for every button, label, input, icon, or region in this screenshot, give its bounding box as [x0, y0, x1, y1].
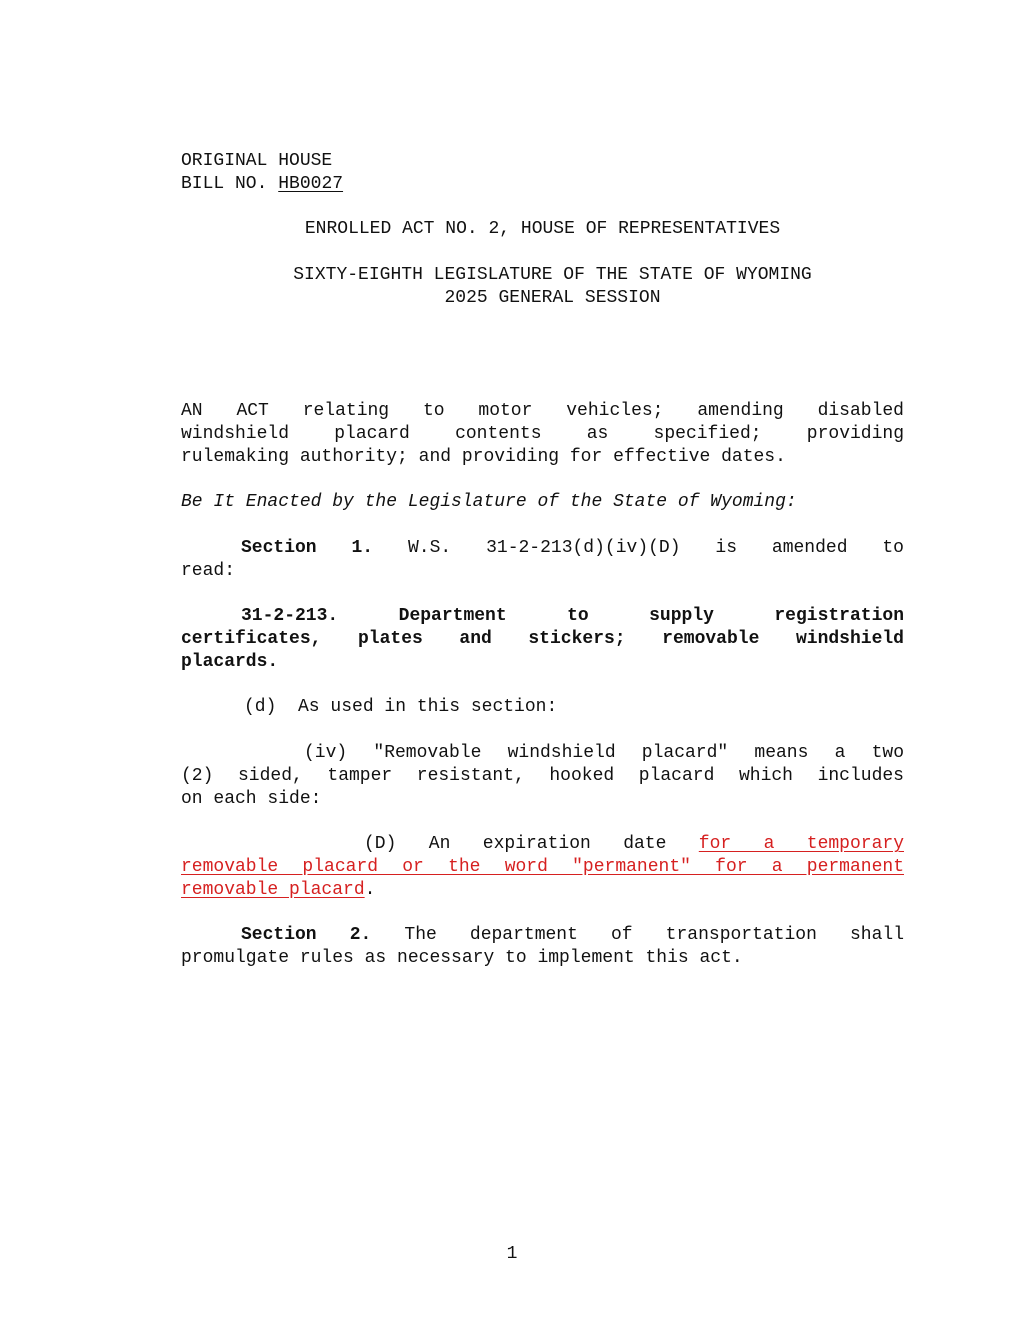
section-1-line-1: [181, 537, 904, 560]
legislature-block: [191, 264, 914, 310]
section-2-line-2: promulgate rules as necessary to implement this act.: [181, 948, 743, 968]
section-1: [181, 537, 904, 583]
statute-heading-line-3: placards.: [181, 652, 279, 672]
paragraph-iv: [181, 742, 904, 811]
act-title-line-2: windshield placard contents as specified; providing: [181, 424, 904, 444]
enrolled-act-line: [181, 218, 904, 241]
section-1-line-2: read:: [181, 561, 236, 581]
page-number: 1: [506, 1244, 518, 1264]
added-text-2: removable placard or the word "permanent" for a permanent: [181, 857, 904, 877]
legislature-text: SIXTY-EIGHTH LEGISLATURE OF THE STATE OF WYOMING: [293, 265, 812, 285]
bill-label: BILL NO.: [181, 174, 268, 194]
enacting-clause-text: Be It Enacted by the Legislature of the State of Wyoming:: [181, 492, 797, 512]
section-1-text: W.S. 31-2-213(d)(iv)(D) is amended to: [408, 538, 904, 558]
paragraph-iv-line-1: (iv) "Removable windshield placard" means a two: [304, 743, 904, 763]
act-title-paragraph: [181, 400, 904, 469]
act-title-line-1: AN ACT relating to motor vehicles; amending disabled: [181, 401, 904, 421]
subsection-d: [181, 696, 904, 719]
original-house-label: ORIGINAL HOUSE: [181, 151, 333, 171]
subsection-d-text: (d) As used in this section:: [244, 697, 558, 717]
subparagraph-D-suffix: .: [364, 880, 376, 900]
subparagraph-D-line-3: [181, 879, 904, 902]
bill-number-line: [181, 173, 904, 196]
statute-heading: [181, 605, 904, 674]
bill-header: [181, 150, 904, 196]
paragraph-iv-line-2: (2) sided, tamper resistant, hooked placard which includes: [181, 766, 904, 786]
act-title-line-3: rulemaking authority; and providing for effective dates.: [181, 447, 786, 467]
added-text-3: removable placard: [181, 880, 365, 900]
enacting-clause: [181, 491, 904, 514]
subparagraph-D-line-1: [181, 833, 904, 856]
subparagraph-D-prefix: (D) An expiration date: [364, 834, 667, 854]
enrolled-act-text: ENROLLED ACT NO. 2, HOUSE OF REPRESENTATIVES: [304, 219, 781, 239]
bill-number: HB0027: [278, 174, 344, 194]
paragraph-iv-line-3: on each side:: [181, 789, 322, 809]
statute-heading-line-1: 31-2-213. Department to supply registration: [241, 606, 904, 626]
section-2-line-1: [181, 924, 904, 947]
subparagraph-D: [181, 833, 904, 902]
added-text-1: for a temporary: [698, 834, 904, 854]
section-1-label: Section 1.: [241, 538, 374, 558]
statute-heading-line-2: certificates, plates and stickers; removable windshield: [181, 629, 904, 649]
section-2-label: Section 2.: [241, 925, 372, 945]
section-2: [181, 924, 904, 970]
section-2-text: The department of transportation shall: [404, 925, 904, 945]
session-text: 2025 GENERAL SESSION: [444, 288, 661, 308]
